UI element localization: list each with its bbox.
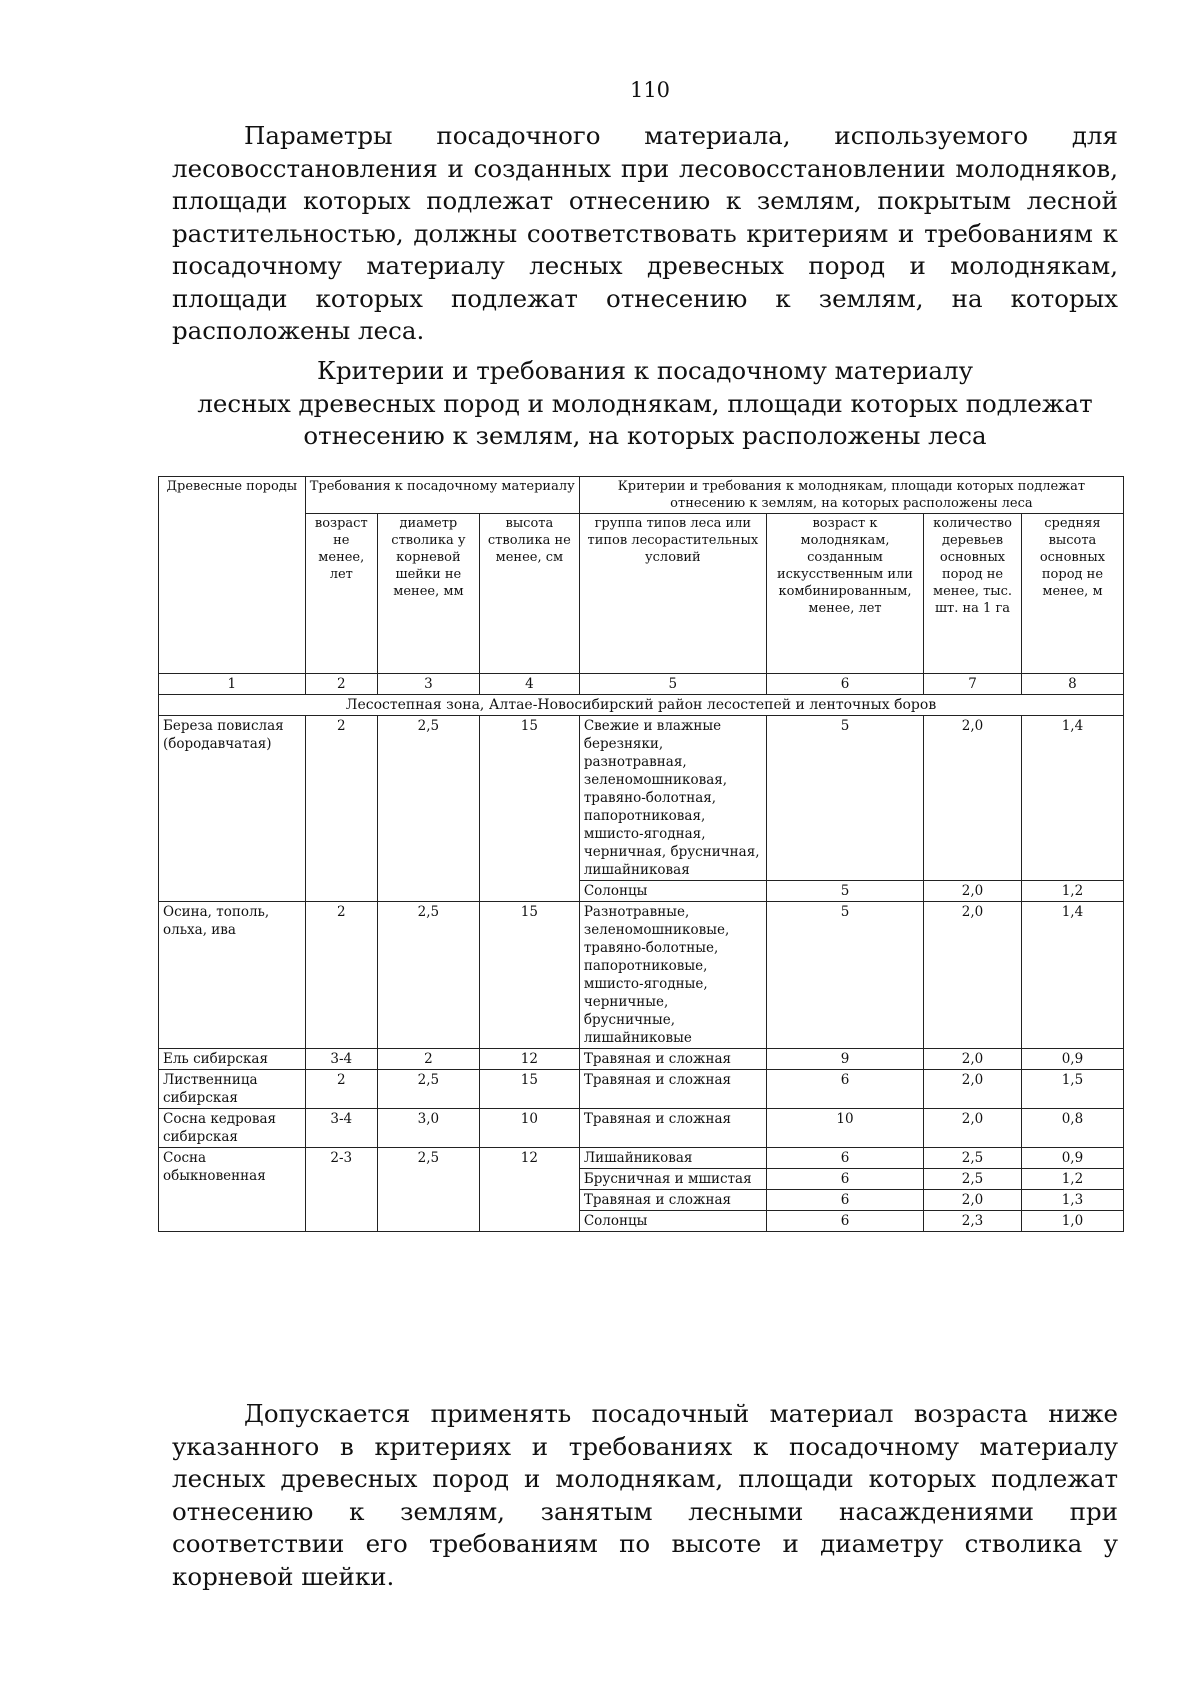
diameter-cell: 2,5	[377, 716, 479, 902]
age-cell: 2	[305, 716, 377, 902]
header-young-age: возраст к молоднякам, созданным искусственным или комбинированным, менее, лет	[766, 514, 923, 674]
avg-height-cell: 1,3	[1021, 1190, 1123, 1211]
header-avg-height: средняя высота основных пород не менее, м	[1021, 514, 1123, 674]
species-cell: Осина, тополь, ольха, ива	[159, 902, 306, 1049]
forest-type-cell: Солонцы	[579, 881, 766, 902]
header-count: количество деревьев основных пород не менее, тыс. шт. на 1 га	[924, 514, 1022, 674]
age-cell: 2	[305, 1070, 377, 1109]
diameter-cell: 2	[377, 1049, 479, 1070]
avg-height-cell: 0,8	[1021, 1109, 1123, 1148]
count-cell: 2,0	[924, 902, 1022, 1049]
avg-height-cell: 0,9	[1021, 1148, 1123, 1169]
header-forest-type: группа типов леса или типов лесорастительных условий	[579, 514, 766, 674]
avg-height-cell: 1,4	[1021, 902, 1123, 1049]
forest-type-cell: Солонцы	[579, 1211, 766, 1232]
diameter-cell: 2,5	[377, 1148, 479, 1232]
zone-label: Лесостепная зона, Алтае-Новосибирский район лесостепей и ленточных боров	[159, 695, 1124, 716]
species-cell: Сосна кедровая сибирская	[159, 1109, 306, 1148]
avg-height-cell: 0,9	[1021, 1049, 1123, 1070]
table-row	[159, 902, 1124, 1049]
height-cell: 15	[479, 716, 579, 902]
col-number: 2	[305, 674, 377, 695]
table-row	[159, 716, 1124, 881]
count-cell: 2,0	[924, 1070, 1022, 1109]
young-age-cell: 10	[766, 1109, 923, 1148]
criteria-table	[158, 476, 1124, 1232]
column-number-row	[159, 674, 1124, 695]
young-age-cell: 9	[766, 1049, 923, 1070]
col-number: 3	[377, 674, 479, 695]
col-number: 6	[766, 674, 923, 695]
header-species: Древесные породы	[159, 477, 306, 674]
header-diameter: диаметр стволика у корневой шейки не менее, мм	[377, 514, 479, 674]
count-cell: 2,0	[924, 1190, 1022, 1211]
table-row	[159, 1049, 1124, 1070]
count-cell: 2,0	[924, 1109, 1022, 1148]
table-caption	[172, 355, 1118, 453]
count-cell: 2,0	[924, 1049, 1022, 1070]
young-age-cell: 6	[766, 1211, 923, 1232]
young-age-cell: 5	[766, 881, 923, 902]
col-number: 5	[579, 674, 766, 695]
age-cell: 3-4	[305, 1109, 377, 1148]
young-age-cell: 5	[766, 716, 923, 881]
col-number: 1	[159, 674, 306, 695]
forest-type-cell: Травяная и сложная	[579, 1070, 766, 1109]
col-number: 7	[924, 674, 1022, 695]
zone-row	[159, 695, 1124, 716]
species-cell: Сосна обыкновенная	[159, 1148, 306, 1232]
caption-line-2: лесных древесных пород и молоднякам, площади которых подлежат	[197, 388, 1093, 418]
closing-paragraph: Допускается применять посадочный материал возраста ниже указанного в критериях и требованиях к посадочному материалу лесных древесных пород и молоднякам, площади которых подлежат отнесению к землям, занятым лесными насаждениями при соответствии его требованиям по высоте и диаметру стволика у корневой шейки.	[172, 1399, 1118, 1591]
count-cell: 2,0	[924, 716, 1022, 881]
avg-height-cell: 1,0	[1021, 1211, 1123, 1232]
forest-type-cell: Лишайниковая	[579, 1148, 766, 1169]
age-cell: 2	[305, 902, 377, 1049]
avg-height-cell: 1,2	[1021, 881, 1123, 902]
young-age-cell: 6	[766, 1148, 923, 1169]
avg-height-cell: 1,4	[1021, 716, 1123, 881]
young-age-cell: 6	[766, 1190, 923, 1211]
forest-type-cell: Травяная и сложная	[579, 1190, 766, 1211]
young-age-cell: 6	[766, 1169, 923, 1190]
age-cell: 2-3	[305, 1148, 377, 1232]
species-cell: Береза повислая (бородавчатая)	[159, 716, 306, 902]
header-young-stands: Критерии и требования к молоднякам, площади которых подлежат отнесению к землям, на которых расположены леса	[579, 477, 1123, 514]
age-cell: 3-4	[305, 1049, 377, 1070]
avg-height-cell: 1,2	[1021, 1169, 1123, 1190]
forest-type-cell: Брусничная и мшистая	[579, 1169, 766, 1190]
page-number: 110	[629, 78, 671, 102]
diameter-cell: 2,5	[377, 902, 479, 1049]
caption-line-3: отнесению к землям, на которых расположены леса	[303, 421, 987, 450]
height-cell: 15	[479, 902, 579, 1049]
forest-type-cell: Свежие и влажные березняки, разнотравная, зеленомошниковая, травяно-болотная, папоротниковая, мшисто-ягодная, черничная, брусничная, лишайниковая	[579, 716, 766, 881]
forest-type-cell: Разнотравные, зеленомошниковые, травяно-болотные, папоротниковые, мшисто-ягодные, черничные, брусничные, лишайниковые	[579, 902, 766, 1049]
table-row	[159, 1148, 1124, 1169]
header-age: возраст не менее, лет	[305, 514, 377, 674]
col-number: 8	[1021, 674, 1123, 695]
diameter-cell: 2,5	[377, 1070, 479, 1109]
species-cell: Ель сибирская	[159, 1049, 306, 1070]
diameter-cell: 3,0	[377, 1109, 479, 1148]
col-number: 4	[479, 674, 579, 695]
young-age-cell: 5	[766, 902, 923, 1049]
height-cell: 12	[479, 1148, 579, 1232]
header-row-groups	[159, 477, 1124, 514]
header-planting-material: Требования к посадочному материалу	[305, 477, 579, 514]
height-cell: 10	[479, 1109, 579, 1148]
species-cell: Лиственница сибирская	[159, 1070, 306, 1109]
count-cell: 2,5	[924, 1169, 1022, 1190]
caption-line-1: Критерии и требования к посадочному материалу	[316, 356, 973, 385]
count-cell: 2,3	[924, 1211, 1022, 1232]
header-height: высота стволика не менее, см	[479, 514, 579, 674]
height-cell: 12	[479, 1049, 579, 1070]
avg-height-cell: 1,5	[1021, 1070, 1123, 1109]
intro-paragraph: Параметры посадочного материала, используемого для лесовосстановления и созданных при лесовосстановлении молодняков, площади которых подлежат отнесению к землям, покрытым лесной растительностью, должны соответствовать критериям и требованиям к посадочному материалу лесных древесных пород и молоднякам, площади которых подлежат отнесению к землям, на которых расположены леса.	[172, 121, 1118, 345]
forest-type-cell: Травяная и сложная	[579, 1109, 766, 1148]
height-cell: 15	[479, 1070, 579, 1109]
young-age-cell: 6	[766, 1070, 923, 1109]
forest-type-cell: Травяная и сложная	[579, 1049, 766, 1070]
table-row	[159, 1070, 1124, 1109]
count-cell: 2,0	[924, 881, 1022, 902]
count-cell: 2,5	[924, 1148, 1022, 1169]
table-row	[159, 1109, 1124, 1148]
